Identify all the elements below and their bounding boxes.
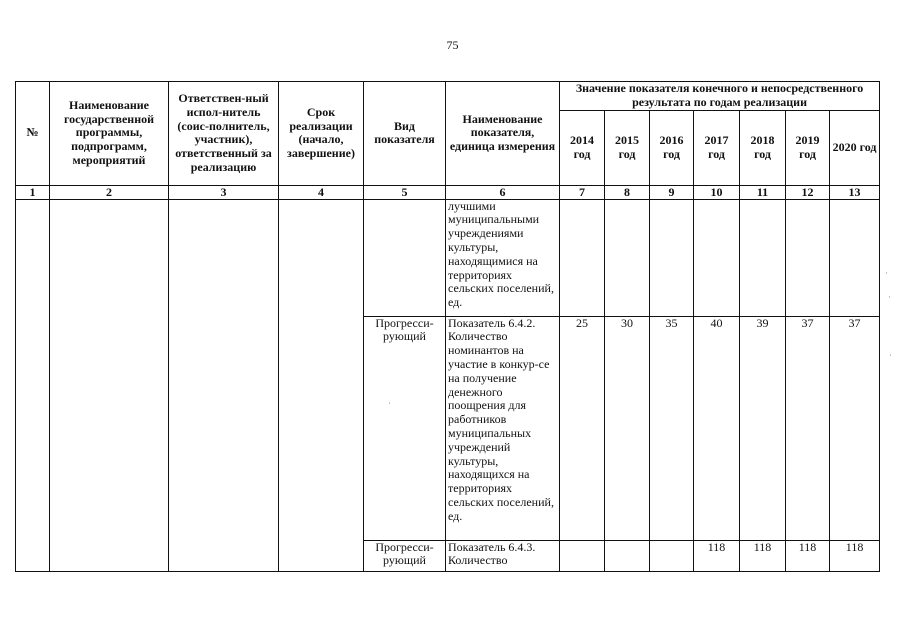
column-index: 8 [605,185,650,199]
cell-value [694,199,740,316]
cell-indicator: Показатель 6.4.2. Количество номинантов на участие в конкур-се на получение денежного поощрения для работников муниципальных учреждений культуры, находящихся на территориях сельских поселений, ед. [446,316,560,540]
cell-value: 118 [740,540,786,571]
cell-value: 30 [605,316,650,540]
cell-type: Прогресси-рующий [364,540,446,571]
cell-value [605,199,650,316]
cell-value [650,540,694,571]
table-row [16,199,880,316]
column-index: 12 [786,185,830,199]
cell-value [605,540,650,571]
column-index: 1 [16,185,50,199]
column-index: 9 [650,185,694,199]
scan-speck: · [889,350,892,360]
header-executor: Ответствен-ный испол-нитель (соис-полнитель, участник), ответственный за реализацию [169,82,279,186]
cell-value [560,540,605,571]
column-index: 3 [169,185,279,199]
column-index: 2 [50,185,169,199]
header-year: 2019 год [786,110,830,185]
header-year: 2014 год [560,110,605,185]
cell-value: 118 [694,540,740,571]
cell-value: 37 [786,316,830,540]
cell-indicator: лучшими муниципальными учреждениями культуры, находящимися на территориях сельских поселений, ед. [446,199,560,316]
header-period: Срок реализации (начало, завершение) [279,82,364,186]
indicators-table [15,81,880,572]
header-year: 2018 год [740,110,786,185]
cell-program [50,199,169,571]
cell-value: 118 [830,540,880,571]
cell-value [740,199,786,316]
header-year: 2020 год [830,110,880,185]
cell-value [560,199,605,316]
column-index: 4 [279,185,364,199]
cell-indicator: Показатель 6.4.3. Количество [446,540,560,571]
column-index: 10 [694,185,740,199]
cell-value: 25 [560,316,605,540]
scan-speck: · [888,292,891,302]
column-index: 6 [446,185,560,199]
column-index: 7 [560,185,605,199]
page-number: 75 [446,38,459,52]
cell-value [786,199,830,316]
cell-value: 35 [650,316,694,540]
cell-value: 39 [740,316,786,540]
scan-speck: · [885,268,888,278]
cell-value: 37 [830,316,880,540]
cell-value: 118 [786,540,830,571]
header-program: Наименование государственной программы, подпрограмм, мероприятий [50,82,169,186]
header-year: 2016 год [650,110,694,185]
header-year: 2017 год [694,110,740,185]
cell-value [650,199,694,316]
header-type: Вид показателя [364,82,446,186]
cell-value: 40 [694,316,740,540]
cell-period [279,199,364,571]
header-values-group: Значение показателя конечного и непосредственного результата по годам реализации [560,82,880,111]
cell-no [16,199,50,571]
column-index: 13 [830,185,880,199]
cell-value [830,199,880,316]
header-year: 2015 год [605,110,650,185]
header-indicator: Наименование показателя, единица измерения [446,82,560,186]
scan-speck: · [388,398,391,408]
column-index: 11 [740,185,786,199]
cell-type [364,199,446,316]
header-no: № [16,82,50,186]
column-index: 5 [364,185,446,199]
cell-type: Прогресси-рующий [364,316,446,540]
cell-executor [169,199,279,571]
